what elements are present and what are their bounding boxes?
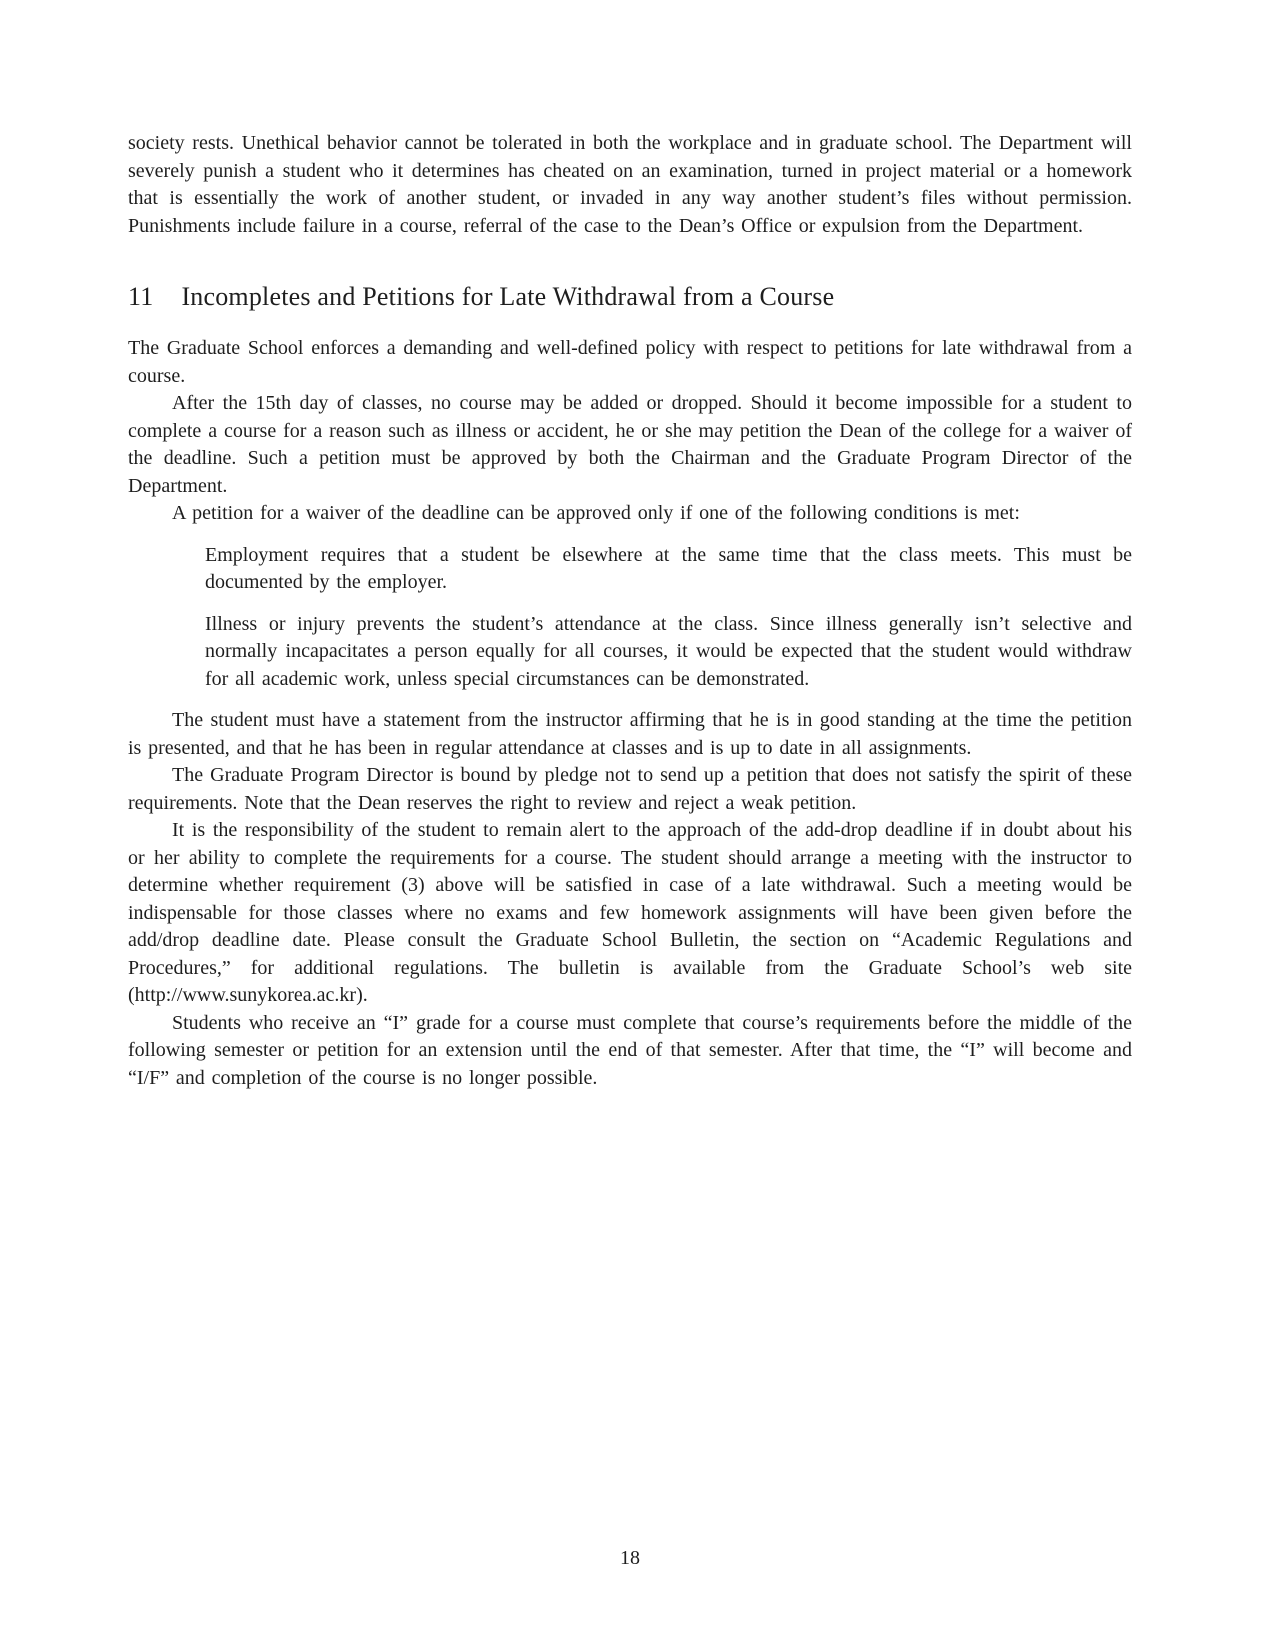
condition-illness: Illness or injury prevents the student’s attendance at the class. Since illness generally isn’t selective and normally incapacitates a person equally for all courses, it would be expected that the student would withdraw for all academic work, unless special circumstances can be demonstrated. [205, 612, 1132, 690]
section-heading [128, 280, 1132, 314]
paragraph-director-pledge: The Graduate Program Director is bound by pledge not to send up a petition that does not satisfy the spirit of these requirements. Note that the Dean reserves the right to review and reject a weak petition. [128, 764, 1132, 814]
section-title: Incompletes and Petitions for Late Withdrawal from a Course [181, 282, 835, 311]
paragraph-policy: The Graduate School enforces a demanding and well-defined policy with respect to petitions for late withdrawal from a course. [128, 337, 1132, 387]
paragraph-instructor-statement: The student must have a statement from the instructor affirming that he is in good standing at the time the petition is presented, and that he has been in regular attendance at classes and is up to date in all assignments. [128, 709, 1132, 759]
text-block [128, 130, 1132, 1092]
page-number: 18 [620, 1547, 640, 1569]
paragraph-student-responsibility: It is the responsibility of the student to remain alert to the approach of the add-drop deadline if in doubt about his or her ability to complete the requirements for a course. The student should arrange a meeting with the instructor to determine whether requirement (3) above will be satisfied in case of a late withdrawal. Such a meeting would be indispensable for those classes where no exams and few homework assignments will have been given before the add/drop deadline date. Please consult the Graduate School Bulletin, the section on “Academic Regulations and Procedures,” for additional regulations. The bulletin is available from the Graduate School’s web site (http://www.sunykorea.ac.kr). [128, 819, 1132, 1006]
paragraph-incomplete-grade: Students who receive an “I” grade for a course must complete that course’s requirements before the middle of the following semester or petition for an extension until the end of that semester. After that time, the “I” will become and “I/F” and completion of the course is no longer possible. [128, 1011, 1132, 1089]
paragraph-conditions-intro: A petition for a waiver of the deadline can be approved only if one of the following conditions is met: [172, 502, 1020, 524]
paragraph-academic-dishonesty: society rests. Unethical behavior cannot be tolerated in both the workplace and in graduate school. The Department will severely punish a student who it determines has cheated on an examination, turned in project material or a homework that is essentially the work of another student, or invaded in any way another student’s files without permission. Punishments include failure in a course, referral of the case to the Dean’s Office or expulsion from the Department. [128, 132, 1132, 237]
section-number: 11 [128, 282, 154, 311]
condition-employment: Employment requires that a student be elsewhere at the same time that the class meets. This must be documented by the employer. [205, 543, 1132, 593]
paragraph-after-15th-day: After the 15th day of classes, no course may be added or dropped. Should it become impossible for a student to complete a course for a reason such as illness or accident, he or she may petition the Dean of the college for a waiver of the deadline. Such a petition must be approved by both the Chairman and the Graduate Program Director of the Department. [128, 392, 1132, 497]
